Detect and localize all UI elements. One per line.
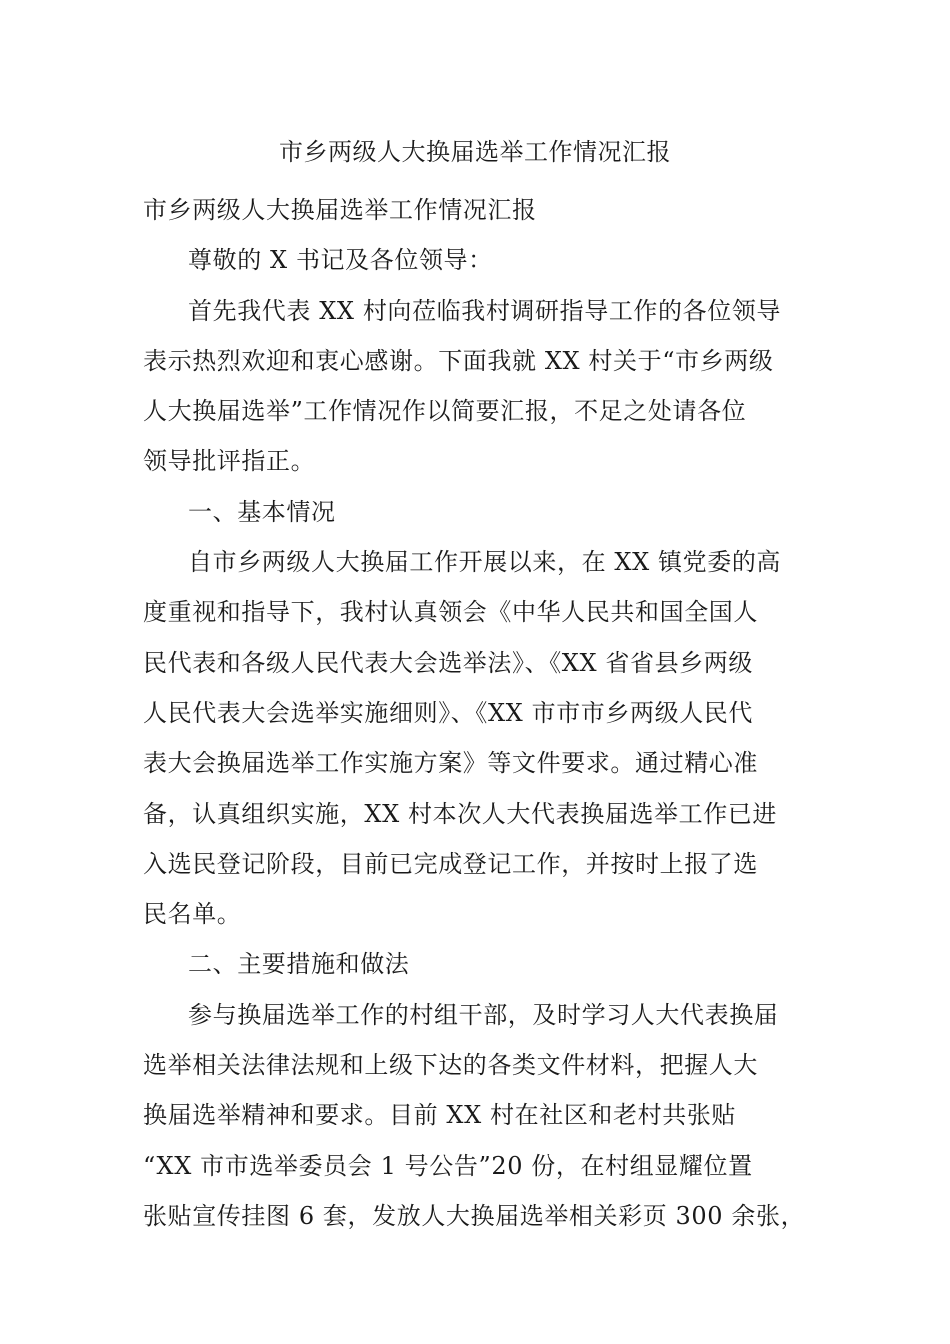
- text-line-20: “XX 市市选举委员会 1 号公告”20 份，在村组显耀位置: [143, 1151, 753, 1180]
- text-line-6: 领导批评指正。: [143, 447, 316, 476]
- text-line-5: 人大换届选举”工作情况作以简要汇报，不足之处请各位: [143, 397, 747, 426]
- document-body: [143, 185, 811, 1241]
- text-line-3: 首先我代表 XX 村向莅临我村调研指导工作的各位领导: [188, 296, 782, 325]
- text-line-4: 表示热烈欢迎和衷心感谢。下面我就 XX 村关于“市乡两级: [143, 346, 774, 375]
- document-title: 市乡两级人大换届选举工作情况汇报: [279, 138, 671, 166]
- text-line-17: 参与换届选举工作的村组干部，及时学习人大代表换届: [188, 1000, 779, 1029]
- text-line-21: 张贴宣传挂图 6 套，发放人大换届选举相关彩页 300 余张，: [143, 1201, 806, 1230]
- text-line-18: 选举相关法律法规和上级下达的各类文件材料，把握人大: [143, 1051, 758, 1080]
- text-line-14: 入选民登记阶段，目前已完成登记工作，并按时上报了选: [143, 849, 758, 878]
- section-heading-2: 二、主要措施和做法: [188, 950, 410, 979]
- text-line-9: 度重视和指导下，我村认真领会《中华人民共和国全国人: [143, 598, 758, 627]
- text-line-12: 表大会换届选举工作实施方案》等文件要求。通过精心准: [143, 749, 758, 778]
- text-line-10: 民代表和各级人民代表大会选举法》、《XX 省省县乡两级: [143, 648, 753, 677]
- section-heading-1: 一、基本情况: [188, 497, 336, 526]
- text-line-11: 人民代表大会选举实施细则》、《XX 市市市乡两级人民代: [143, 698, 753, 727]
- text-line-1: 市乡两级人大换届选举工作情况汇报: [143, 196, 537, 224]
- text-line-15: 民名单。: [143, 900, 242, 929]
- text-line-2: 尊敬的 X 书记及各位领导：: [188, 246, 493, 275]
- text-line-19: 换届选举精神和要求。目前 XX 村在社区和老村共张贴: [143, 1101, 737, 1130]
- text-line-8: 自市乡两级人大换届工作开展以来，在 XX 镇党委的高: [188, 548, 782, 577]
- text-line-13: 备，认真组织实施，XX 村本次人大代表换届选举工作已进: [143, 799, 777, 828]
